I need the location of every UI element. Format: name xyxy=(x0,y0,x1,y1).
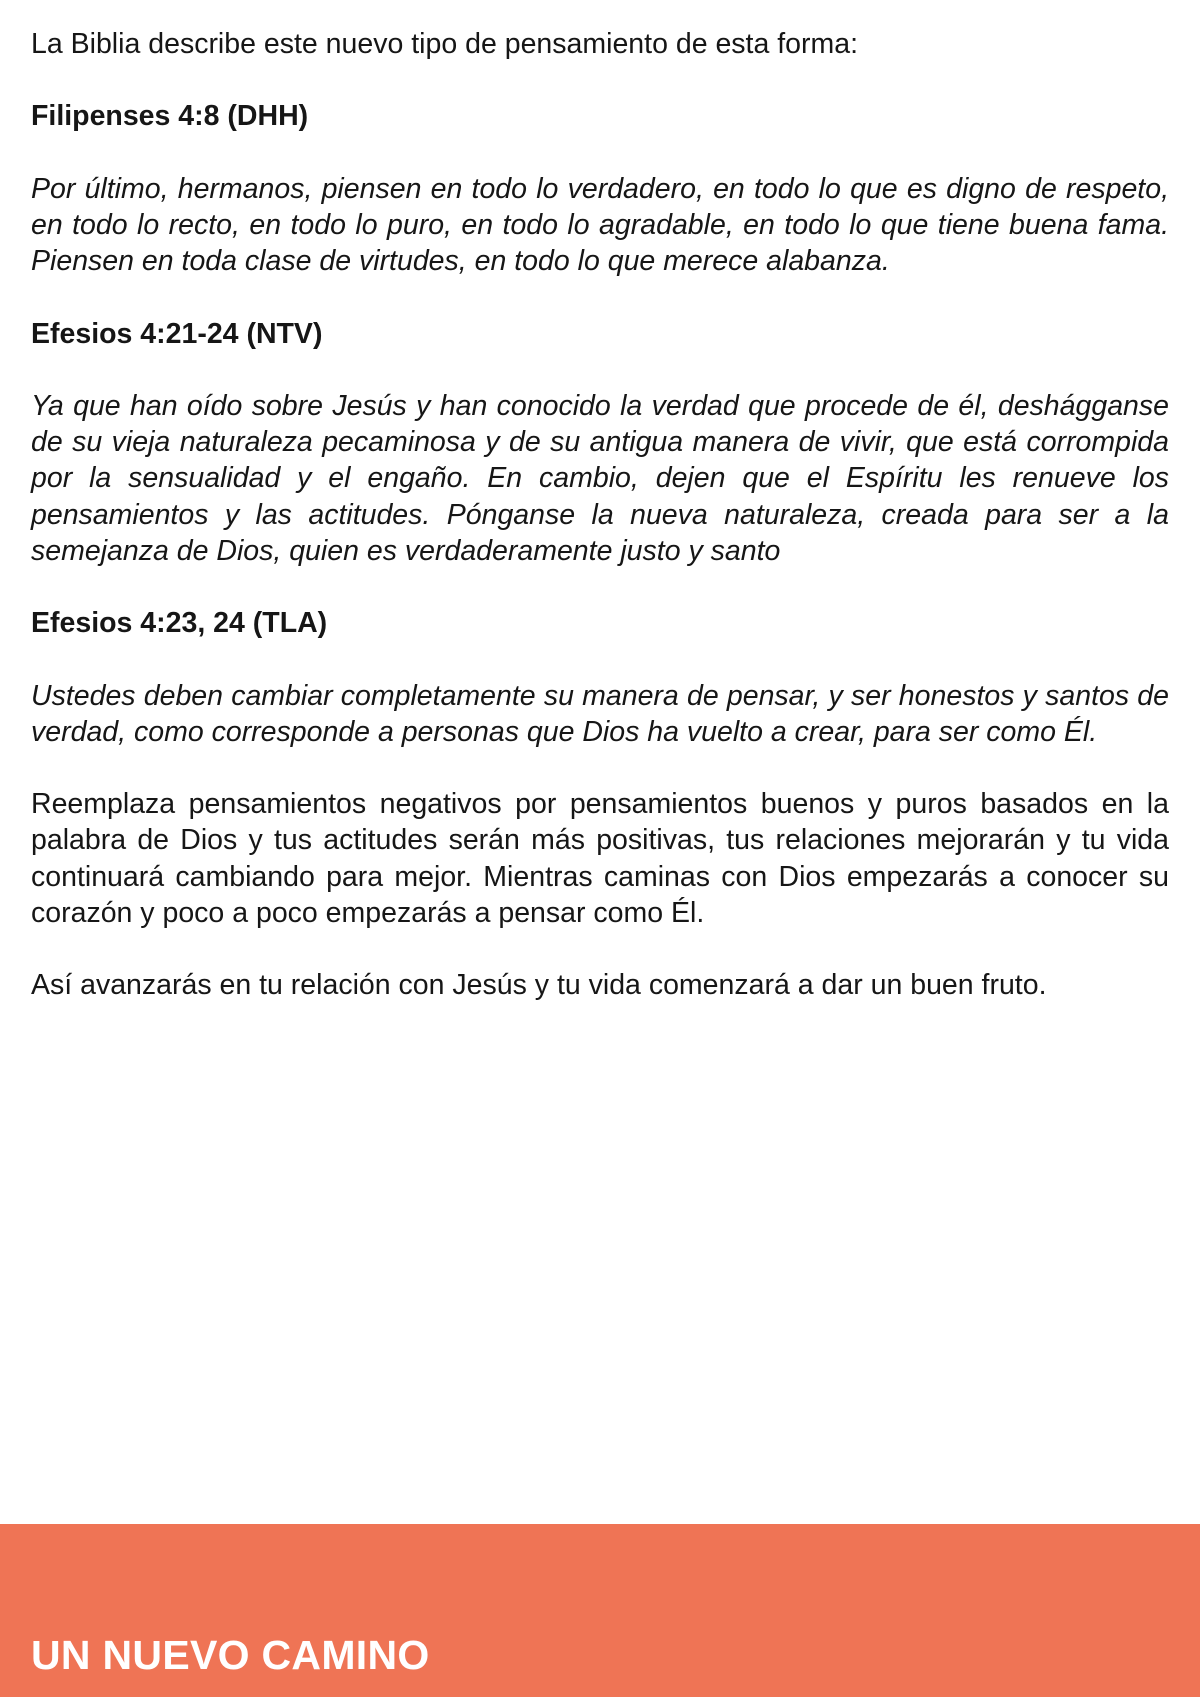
footer-banner xyxy=(0,1524,1200,1697)
page-body xyxy=(31,26,1169,1040)
verse-text-filipenses: Por último, hermanos, piensen en todo lo verdadero, en todo lo que es digno de respeto, en todo lo recto, en todo lo puro, en todo lo agradable, en todo lo que tiene buena fama. Piensen en toda clase de virtudes, en todo lo que merece alabanza. xyxy=(31,172,1169,278)
verse-reference-efesios-tla: Efesios 4:23, 24 (TLA) xyxy=(31,607,328,640)
verse-text-efesios-ntv: Ya que han oído sobre Jesús y han conocido la verdad que procede de él, deshágganse de su vieja naturaleza pecaminosa y de su antigua manera de vivir, que está corrompida por la sensualidad y el engaño. En cambio, dejen que el Espíritu les renueve los pensamientos y las actitudes. Pónganse la nueva naturaleza, creada para ser a la semejanza de Dios, quien es verdaderamente justo y santo xyxy=(31,389,1169,567)
verse-text-efesios-tla: Ustedes deben cambiar completamente su manera de pensar, y ser honestos y santos de verdad, como corresponde a personas que Dios ha vuelto a crear, para ser como Él. xyxy=(31,679,1169,748)
intro-paragraph: La Biblia describe este nuevo tipo de pensamiento de esta forma: xyxy=(31,28,859,60)
verse-reference-efesios-ntv: Efesios 4:21-24 (NTV) xyxy=(31,317,323,350)
closing-paragraph: Así avanzarás en tu relación con Jesús y tu vida comenzará a dar un buen fruto. xyxy=(31,969,1047,1002)
footer-title: UN NUEVO CAMINO xyxy=(31,1632,430,1678)
verse-reference-filipenses: Filipenses 4:8 (DHH) xyxy=(31,100,309,133)
conclusion-paragraph: Reemplaza pensamientos negativos por pensamientos buenos y puros basados en la palabra de Dios y tus actitudes serán más positivas, tus relaciones mejorarán y tu vida continuará cambiando para mejor. Mientras caminas con Dios empezarás a conocer su corazón y poco a poco empezarás a pensar como Él. xyxy=(31,788,1169,929)
